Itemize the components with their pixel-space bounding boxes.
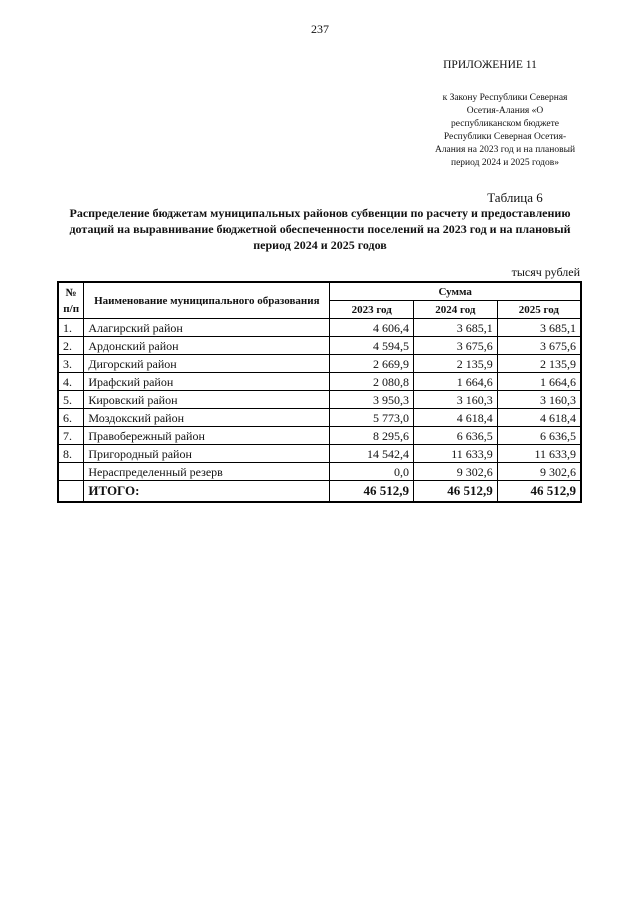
row-number: 8. — [58, 445, 84, 463]
header-number: № п/п — [58, 282, 84, 319]
row-2023: 4 594,5 — [330, 337, 414, 355]
row-2024: 9 302,6 — [414, 463, 498, 481]
row-2025: 3 685,1 — [497, 319, 581, 337]
row-number: 4. — [58, 373, 84, 391]
law-reference-line: Осетия-Алания «О — [466, 106, 544, 116]
row-2025: 4 618,4 — [497, 409, 581, 427]
row-2024: 3 160,3 — [414, 391, 498, 409]
page-number: 237 — [311, 22, 329, 36]
row-number: 2. — [58, 337, 84, 355]
row-2024: 6 636,5 — [414, 427, 498, 445]
header-name: Наименование муниципального образования — [84, 282, 330, 319]
units-label: тысяч рублей — [511, 265, 580, 279]
table-label: Таблица 6 — [487, 190, 543, 205]
budget-table — [57, 281, 582, 503]
row-2023: 3 950,3 — [330, 391, 414, 409]
row-2024: 3 685,1 — [414, 319, 498, 337]
table-row — [58, 463, 581, 481]
row-number — [58, 463, 84, 481]
law-reference-line: республиканском бюджете — [451, 119, 559, 129]
table-row — [58, 427, 581, 445]
row-2024: 3 675,6 — [414, 337, 498, 355]
table-row — [58, 445, 581, 463]
row-name: Ирафский район — [84, 373, 330, 391]
total-row — [58, 481, 581, 503]
row-number: 7. — [58, 427, 84, 445]
row-name: Пригородный район — [84, 445, 330, 463]
law-reference — [425, 92, 585, 170]
appendix-title: ПРИЛОЖЕНИЕ 11 — [443, 59, 537, 71]
row-name: Дигорский район — [84, 355, 330, 373]
row-name: Моздокский район — [84, 409, 330, 427]
row-name: Правобережный район — [84, 427, 330, 445]
row-number: 3. — [58, 355, 84, 373]
row-2025: 3 160,3 — [497, 391, 581, 409]
table-row — [58, 409, 581, 427]
total-2025: 46 512,9 — [497, 481, 581, 503]
row-2025: 11 633,9 — [497, 445, 581, 463]
row-2023: 4 606,4 — [330, 319, 414, 337]
title-line: период 2024 и 2025 годов — [253, 238, 387, 252]
document-title — [55, 205, 585, 253]
law-reference-line: период 2024 и 2025 годов» — [451, 158, 559, 168]
row-2024: 11 633,9 — [414, 445, 498, 463]
row-2025: 2 135,9 — [497, 355, 581, 373]
header-2023: 2023 год — [330, 301, 414, 319]
row-number: 6. — [58, 409, 84, 427]
table-row — [58, 319, 581, 337]
header-2025: 2025 год — [497, 301, 581, 319]
row-2024: 2 135,9 — [414, 355, 498, 373]
row-2023: 0,0 — [330, 463, 414, 481]
total-2024: 46 512,9 — [414, 481, 498, 503]
total-label: ИТОГО: — [84, 481, 330, 503]
row-2023: 8 295,6 — [330, 427, 414, 445]
row-2023: 5 773,0 — [330, 409, 414, 427]
table-row — [58, 373, 581, 391]
row-2024: 1 664,6 — [414, 373, 498, 391]
law-reference-line: Республики Северная Осетия- — [443, 132, 567, 142]
header-2024: 2024 год — [414, 301, 498, 319]
row-2023: 14 542,4 — [330, 445, 414, 463]
row-name: Кировский район — [84, 391, 330, 409]
row-name: Ардонский район — [84, 337, 330, 355]
title-line: Распределение бюджетам муниципальных районов субвенции по расчету и предоставлению — [69, 206, 571, 220]
total-2023: 46 512,9 — [330, 481, 414, 503]
table-row — [58, 391, 581, 409]
law-reference-line: Алания на 2023 год и на плановый — [434, 145, 576, 155]
row-2023: 2 669,9 — [330, 355, 414, 373]
row-name: Алагирский район — [84, 319, 330, 337]
law-reference-line: к Закону Республики Северная — [442, 93, 568, 103]
row-2025: 3 675,6 — [497, 337, 581, 355]
title-line: дотаций на выравнивание бюджетной обеспеченности поселений на 2023 год и на плановый — [69, 222, 571, 236]
row-number: 1. — [58, 319, 84, 337]
row-2023: 2 080,8 — [330, 373, 414, 391]
row-2025: 1 664,6 — [497, 373, 581, 391]
header-sum: Сумма — [330, 282, 581, 301]
table-row — [58, 355, 581, 373]
row-2024: 4 618,4 — [414, 409, 498, 427]
table-row — [58, 337, 581, 355]
row-2025: 9 302,6 — [497, 463, 581, 481]
row-2025: 6 636,5 — [497, 427, 581, 445]
row-number: 5. — [58, 391, 84, 409]
row-name: Нераспределенный резерв — [84, 463, 330, 481]
total-number — [58, 481, 84, 503]
